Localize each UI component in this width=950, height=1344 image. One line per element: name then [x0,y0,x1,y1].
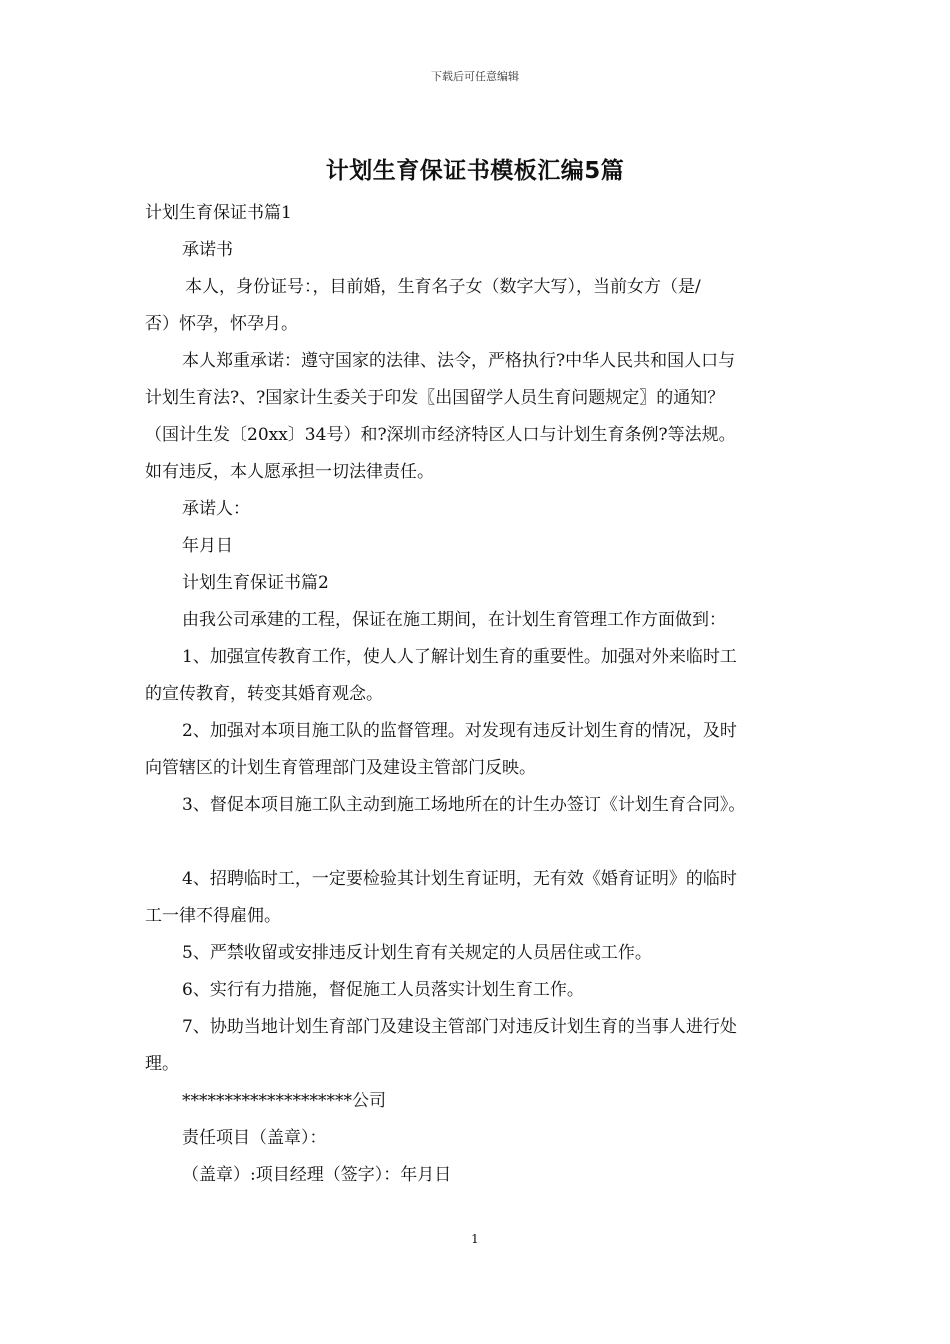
paragraph-line: 本人郑重承诺：遵守国家的法律、法令，严格执行?中华人民共和国人口与 [182,351,736,371]
list-item-line: 4、招聘临时工，一定要检验其计划生育证明，无有效《婚育证明》的临时 [182,869,737,889]
date-label: 年月日 [182,536,233,556]
page-number: 1 [471,1232,479,1246]
company-signature: ********************公司 [182,1091,386,1111]
list-item-line: 向管辖区的计划生育管理部门及建设主管部门反映。 [145,758,536,778]
paragraph-line: 本人，身份证号：，目前婚，生育名子女（数字大写），当前女方（是/ [185,277,701,297]
paragraph-line: 如有违反，本人愿承担一切法律责任。 [145,462,434,482]
pledge-heading: 承诺书 [182,240,233,260]
list-item-line: 5、严禁收留或安排违反计划生育有关规定的人员居住或工作。 [182,943,652,963]
document-title: 计划生育保证书模板汇编5篇 [325,158,625,184]
signer-label: 承诺人： [182,499,250,519]
list-item-line: 6、实行有力措施，督促施工人员落实计划生育工作。 [182,980,584,1000]
list-item-line: 工一律不得雇佣。 [145,906,281,926]
list-item-line: 理。 [145,1054,179,1074]
section-heading-2: 计划生育保证书篇2 [182,573,329,593]
list-item-line: 2、加强对本项目施工队的监督管理。对发现有违反计划生育的情况，及时 [182,721,737,741]
list-item-line: 的宣传教育，转变其婚育观念。 [145,684,383,704]
list-item-line: 3、督促本项目施工队主动到施工场地所在的计生办签订《计划生育合同》。 [182,795,746,815]
paragraph-line: 计划生育法?、?国家计生委关于印发〖出国留学人员生育问题规定〗的通知？ [145,388,725,408]
section-heading-1: 计划生育保证书篇1 [145,203,292,223]
document-body [145,195,815,1194]
list-item-line: 7、协助当地计划生育部门及建设主管部门对违反计划生育的当事人进行处 [182,1017,737,1037]
paragraph-line: 否）怀孕，怀孕月。 [145,314,298,334]
paragraph-line: 由我公司承建的工程，保证在施工期间，在计划生育管理工作方面做到： [182,610,726,630]
paragraph-line: （国计生发〔20xx〕34号）和?深圳市经济特区人口与计划生育条例?等法规。 [145,425,736,445]
manager-signature-label: （盖章）:项目经理（签字）：年月日 [182,1165,452,1185]
blank-line [145,824,815,861]
list-item-line: 1、加强宣传教育工作，使人人了解计划生育的重要性。加强对外来临时工 [182,647,737,667]
project-seal-label: 责任项目（盖章）： [182,1128,327,1148]
header-note: 下载后可任意编辑 [431,70,519,83]
